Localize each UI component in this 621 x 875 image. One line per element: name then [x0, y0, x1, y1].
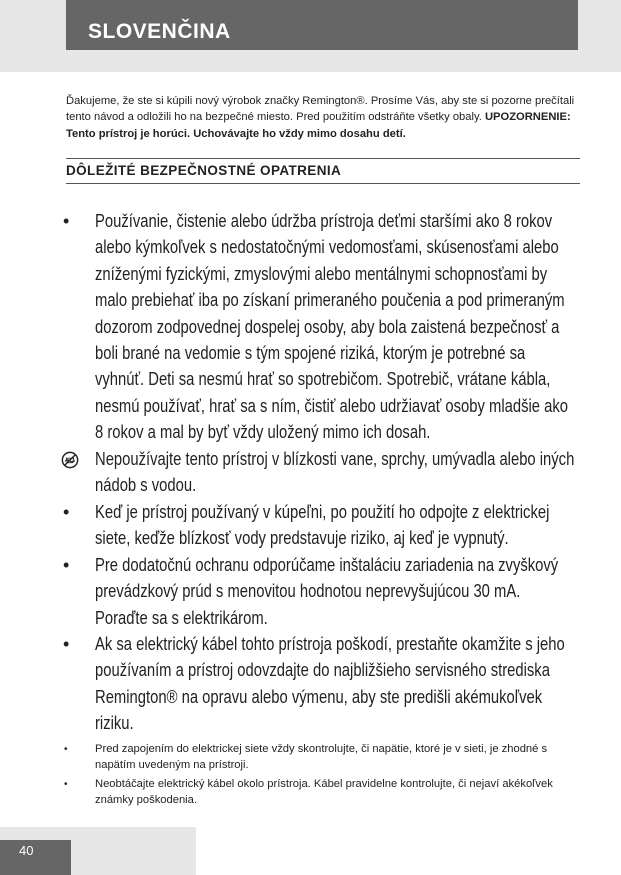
list-item-text: Pred zapojením do elektrickej siete vždy skontrolujte, či napätie, ktoré je v sieti, je zhodné s napätím uvedeným na prístroji. [95, 743, 548, 771]
list-item-text: Používanie, čistenie alebo údržba prístroja deťmi staršími ako 8 rokov alebo kýmkoľvek s nedostatočnými vedomosťami, skúsenosťami alebo zníženými fyzickými, zmyslovými alebo mentálnymi schopnosťami by malo prebiehať iba po získaní primeraného poučenia a pod primeraným dozorom zodpovednej dospelej osoby, aby bola zaistená bezpečnosť a boli brané na vedomie s tým spojené riziká, ktorým je potrebné sa vyhnúť. Deti sa nesmú hrať so spotrebičom. Spotrebič, vrátane kábla, nesmú používať, hrať sa s ním, čistiť alebo udržiavať osoby mladšie ako 8 rokov a mal by byť vždy uložený mimo ich dosah. [95, 210, 569, 443]
no-water-warning-icon [61, 451, 79, 469]
section-title: DÔLEŽITÉ BEZPEČNOSTNÉ OPATRENIA [66, 163, 342, 178]
bullet-marker: • [64, 744, 68, 755]
bullet-marker: • [63, 634, 70, 654]
bullet-marker: • [64, 779, 68, 790]
safety-list [60, 208, 585, 737]
list-item [60, 777, 590, 808]
list-item-text: Neobtáčajte elektrický kábel okolo prístroja. Kábel pravidelne kontrolujte, či nejaví akékoľvek známky poškodenia. [95, 778, 553, 806]
list-item-text: Ak sa elektrický kábel tohto prístroja poškodí, prestaňte okamžite s jeho používaním a prístroj odovzdajte do najbližšieho servisného strediska Remington® na opravu alebo výmenu, aby ste predišli akémukoľvek riziku. [95, 633, 565, 734]
intro-text: Ďakujeme, že ste si kúpili nový výrobok značky Remington®. Prosíme Vás, aby ste si pozorne prečítali tento návod a odložili ho na bezpečné miesto. Pred použitím odstráňte všetky obaly. [66, 95, 575, 124]
list-item [60, 631, 585, 737]
list-item [60, 742, 590, 773]
list-item [60, 208, 585, 446]
section-rule-bottom [66, 183, 580, 184]
page-number-box [0, 840, 71, 875]
list-item [60, 499, 585, 552]
list-item-text: Nepoužívajte tento prístroj v blízkosti vane, sprchy, umývadla alebo iných nádob s vodou. [95, 448, 575, 496]
bullet-marker: • [63, 555, 70, 575]
section-rule-top [66, 158, 580, 159]
language-title: SLOVENČINA [88, 20, 231, 43]
intro-warning: UPOZORNENIE: Tento prístroj je horúci. Uchovávajte ho vždy mimo dosahu detí. [66, 111, 571, 140]
list-item-text: Pre dodatočnú ochranu odporúčame inštaláciu zariadenia na zvyškový prevádzkový prúd s menovitou hodnotou neprevyšujúcou 30 mA. Poraďte sa s elektrikárom. [95, 554, 559, 628]
page-number: 40 [19, 843, 34, 858]
list-item-text: Keď je prístroj používaný v kúpeľni, po použití ho odpojte z elektrickej siete, keďže blízkosť vody predstavuje riziko, aj keď je vypnutý. [95, 501, 550, 549]
language-header [66, 0, 578, 50]
list-item [60, 552, 585, 631]
bullet-marker: • [63, 502, 70, 522]
bullet-marker: • [63, 211, 70, 231]
list-item-warning [60, 446, 585, 499]
intro-paragraph [66, 93, 581, 142]
small-safety-list [60, 742, 590, 812]
